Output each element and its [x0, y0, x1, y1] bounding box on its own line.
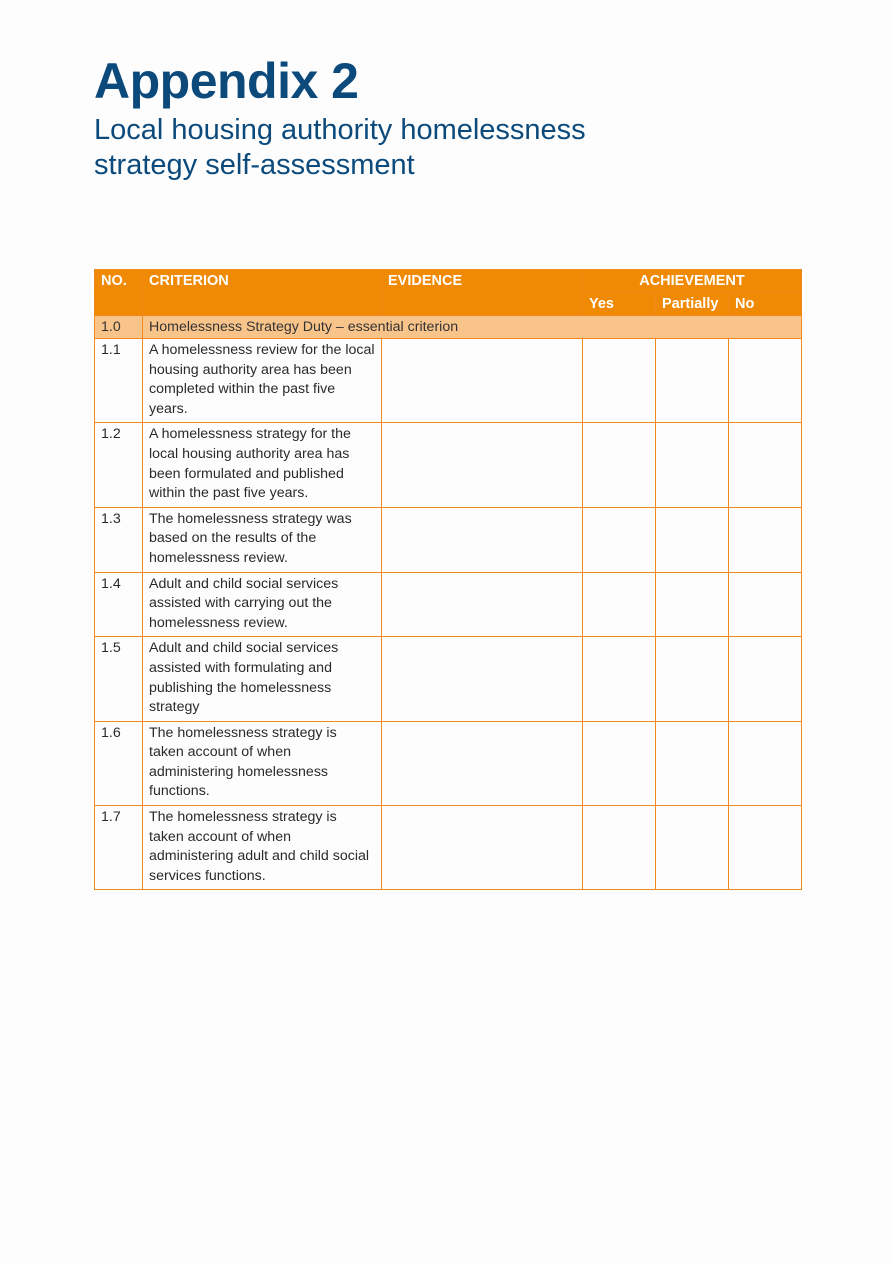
no-cell[interactable]	[729, 423, 802, 507]
header-no-option: No	[729, 293, 802, 316]
no-cell[interactable]	[729, 806, 802, 890]
header-no-blank	[95, 293, 143, 316]
yes-cell[interactable]	[583, 572, 656, 637]
partially-cell[interactable]	[656, 339, 729, 423]
table-row	[95, 806, 802, 890]
header-achievement: ACHIEVEMENT	[583, 270, 802, 293]
no-cell[interactable]	[729, 721, 802, 805]
table-row	[95, 423, 802, 507]
yes-cell[interactable]	[583, 637, 656, 721]
evidence-cell[interactable]	[382, 806, 583, 890]
row-number: 1.4	[95, 572, 143, 637]
row-number: 1.1	[95, 339, 143, 423]
partially-cell[interactable]	[656, 637, 729, 721]
row-number: 1.6	[95, 721, 143, 805]
row-criterion: Adult and child social services assisted with formulating and publishing the homelessness strategy	[143, 637, 382, 721]
table-row	[95, 507, 802, 572]
row-criterion: A homelessness strategy for the local housing authority area has been formulated and published within the past five years.	[143, 423, 382, 507]
header-no: NO.	[95, 270, 143, 293]
header-evidence-blank	[382, 293, 583, 316]
partially-cell[interactable]	[656, 806, 729, 890]
table-row	[95, 721, 802, 805]
header-partially: Partially	[656, 293, 729, 316]
yes-cell[interactable]	[583, 721, 656, 805]
no-cell[interactable]	[729, 339, 802, 423]
row-number: 1.7	[95, 806, 143, 890]
section-title: Homelessness Strategy Duty – essential criterion	[143, 316, 802, 339]
row-criterion: The homelessness strategy is taken account of when administering adult and child social services functions.	[143, 806, 382, 890]
yes-cell[interactable]	[583, 806, 656, 890]
row-criterion: The homelessness strategy is taken account of when administering homelessness functions.	[143, 721, 382, 805]
section-number: 1.0	[95, 316, 143, 339]
partially-cell[interactable]	[656, 721, 729, 805]
header-yes: Yes	[583, 293, 656, 316]
evidence-cell[interactable]	[382, 507, 583, 572]
row-number: 1.5	[95, 637, 143, 721]
no-cell[interactable]	[729, 637, 802, 721]
partially-cell[interactable]	[656, 423, 729, 507]
partially-cell[interactable]	[656, 572, 729, 637]
evidence-cell[interactable]	[382, 721, 583, 805]
yes-cell[interactable]	[583, 507, 656, 572]
header-criterion: CRITERION	[143, 270, 382, 293]
evidence-cell[interactable]	[382, 637, 583, 721]
yes-cell[interactable]	[583, 339, 656, 423]
table-row	[95, 572, 802, 637]
self-assessment-table	[94, 269, 802, 890]
row-number: 1.2	[95, 423, 143, 507]
table-row	[95, 637, 802, 721]
page-subtitle: Local housing authority homelessness strategy self-assessment	[94, 114, 586, 181]
row-criterion: A homelessness review for the local housing authority area has been completed within the past five years.	[143, 339, 382, 423]
row-number: 1.3	[95, 507, 143, 572]
header-evidence: EVIDENCE	[382, 270, 583, 293]
no-cell[interactable]	[729, 572, 802, 637]
row-criterion: Adult and child social services assisted with carrying out the homelessness review.	[143, 572, 382, 637]
yes-cell[interactable]	[583, 423, 656, 507]
page-title: Appendix 2	[94, 53, 359, 109]
table-row	[95, 339, 802, 423]
evidence-cell[interactable]	[382, 339, 583, 423]
page-heading	[94, 52, 654, 183]
row-criterion: The homelessness strategy was based on the results of the homelessness review.	[143, 507, 382, 572]
evidence-cell[interactable]	[382, 572, 583, 637]
no-cell[interactable]	[729, 507, 802, 572]
section-row	[95, 316, 802, 339]
partially-cell[interactable]	[656, 507, 729, 572]
evidence-cell[interactable]	[382, 423, 583, 507]
header-criterion-blank	[143, 293, 382, 316]
